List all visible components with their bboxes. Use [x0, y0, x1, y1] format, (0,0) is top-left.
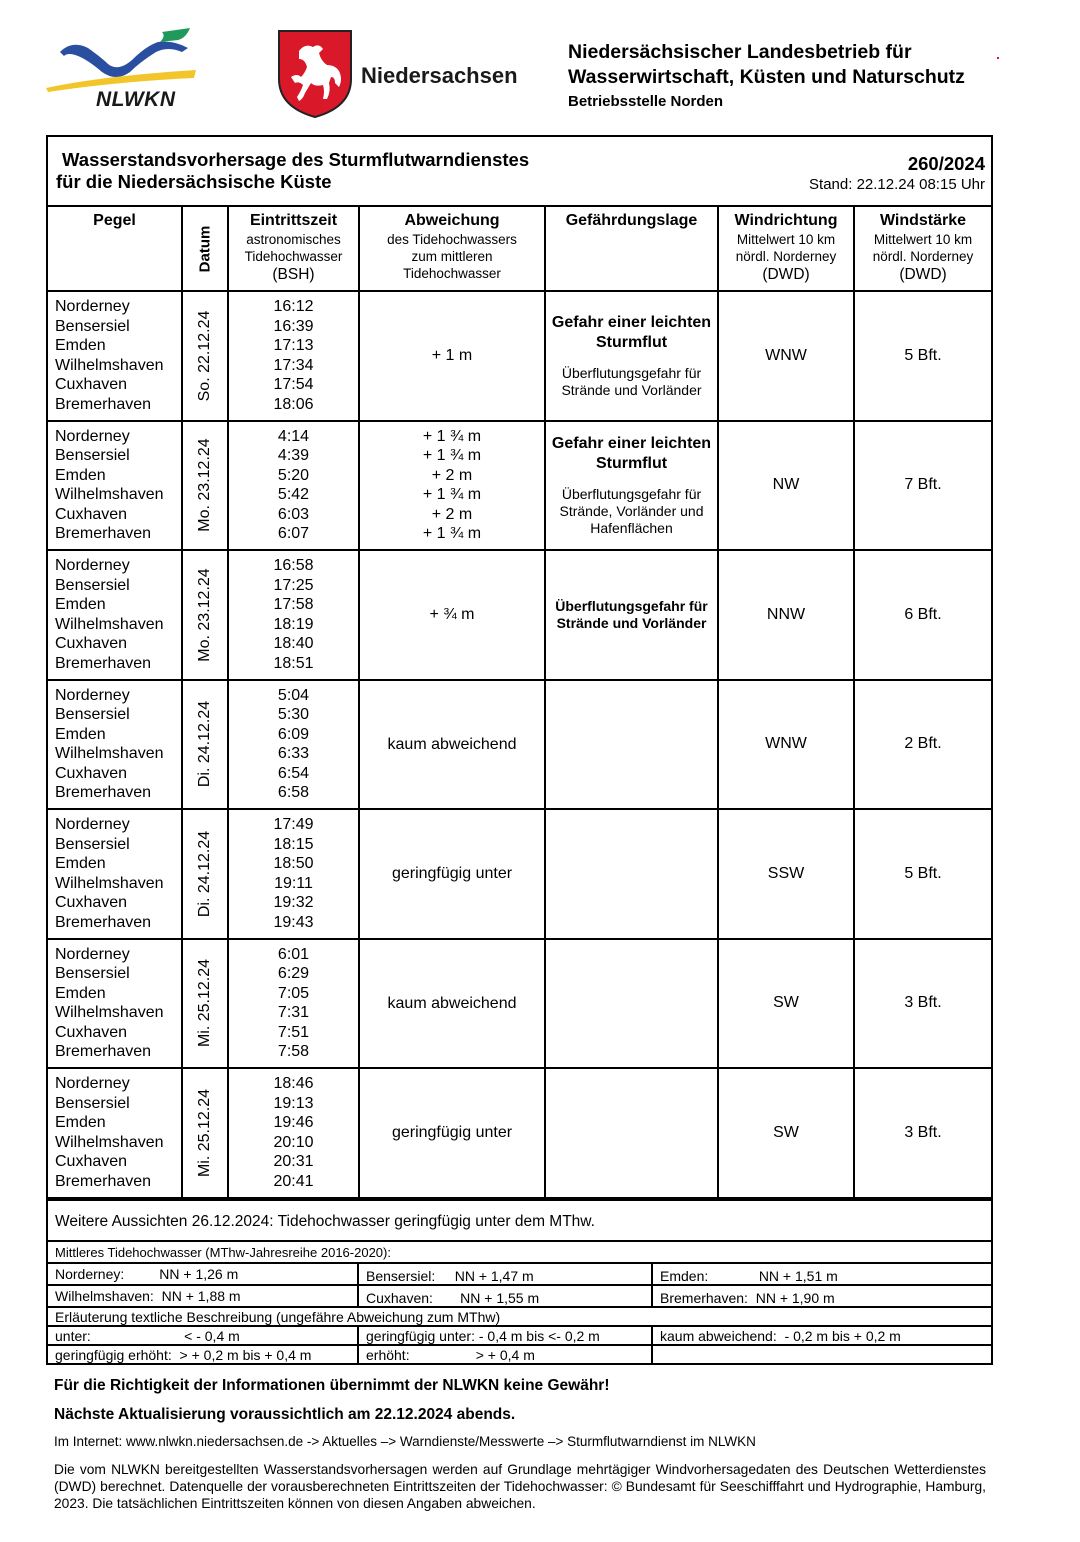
high-water-time: 5:30	[277, 706, 310, 724]
deviation-value: + 1 ¾ m	[422, 525, 482, 543]
station-list	[48, 291, 182, 421]
wind-direction: WNW	[718, 291, 854, 421]
deviation-value: geringfügig unter	[391, 1124, 513, 1141]
nlwkn-logo	[42, 26, 202, 114]
wind-force: 5 Bft.	[854, 291, 991, 421]
deviation-value: geringfügig unter	[391, 865, 513, 882]
high-water-time: 16:12	[273, 298, 314, 316]
high-water-time: 17:34	[273, 356, 314, 374]
high-water-time: 6:33	[277, 745, 310, 763]
station-name: Cuxhaven	[55, 505, 128, 523]
mthw-row	[48, 1262, 991, 1284]
station-list	[48, 421, 182, 551]
high-water-time: 18:46	[273, 1075, 314, 1093]
station-name: Bremerhaven	[55, 913, 152, 931]
mthw-title: Mittleres Tidehochwasser (MThw-Jahresreihe 2016-2020):	[48, 1240, 991, 1262]
station-list	[48, 939, 182, 1069]
high-water-time: 18:50	[273, 855, 314, 873]
station-name: Bremerhaven	[55, 784, 152, 802]
hazard-level	[545, 809, 718, 939]
forecast-row	[48, 291, 991, 421]
station-name: Emden	[55, 337, 106, 355]
high-water-time: 7:58	[277, 1043, 310, 1061]
wind-direction: NNW	[718, 550, 854, 680]
wind-force: 2 Bft.	[854, 680, 991, 810]
niedersachsen-logo	[277, 29, 537, 119]
col-header-windrichtung: Windrichtung Mittelwert 10 km nördl. Norderney (DWD)	[718, 207, 854, 291]
internet-link-text[interactable]: Im Internet: www.nlwkn.niedersachsen.de -> Aktuelles –> Warndienste/Messwerte –> Sturmflutwarndienst im NLWKN	[54, 1434, 756, 1449]
mthw-row	[48, 1284, 991, 1306]
high-water-time: 17:13	[273, 337, 314, 355]
station-name: Bremerhaven	[55, 395, 152, 413]
forecast-table	[48, 207, 991, 1199]
wind-force: 6 Bft.	[854, 550, 991, 680]
high-water-time: 7:05	[277, 984, 310, 1002]
forecast-row	[48, 939, 991, 1069]
station-name: Norderney	[55, 1075, 130, 1093]
station-list	[48, 809, 182, 939]
disclaimer-text: Für die Richtigkeit der Informationen übernimmt der NLWKN keine Gewähr!	[54, 1377, 610, 1394]
nlwkn-logo-text: NLWKN	[96, 88, 176, 111]
document-number: 260/2024	[907, 153, 985, 174]
station-name: Wilhelmshaven	[55, 356, 164, 374]
high-water-time: 17:58	[273, 596, 314, 614]
hazard-level	[545, 291, 718, 421]
station-name: Bensersiel	[55, 447, 130, 465]
hazard-heading: Gefahr einer leichten Sturmflut	[551, 434, 712, 472]
high-water-time: 19:32	[273, 894, 314, 912]
outlook-text: Weitere Aussichten 26.12.2024: Tidehochwasser geringfügig unter dem MThw.	[48, 1199, 991, 1240]
forecast-date: Mi. 25.12.24	[182, 939, 228, 1069]
document-title: Wasserstandsvorhersage des Sturmflutwarndienstes für die Niedersächsische Küste	[56, 149, 530, 192]
station-name: Emden	[55, 1114, 106, 1132]
station-name: Cuxhaven	[55, 894, 128, 912]
org-name-line2: Wasserwirtschaft, Küsten und Naturschutz	[568, 66, 965, 88]
station-name: Wilhelmshaven	[55, 1133, 164, 1151]
station-name: Bremerhaven	[55, 1172, 152, 1190]
station-name: Wilhelmshaven	[55, 874, 164, 892]
mthw-cell: Bremerhaven: NN + 1,90 m	[660, 1289, 835, 1306]
wind-direction: SSW	[718, 809, 854, 939]
station-name: Norderney	[55, 557, 130, 575]
deviation	[359, 421, 545, 551]
station-name: Cuxhaven	[55, 764, 128, 782]
explanation-cell: geringfügig unter: - 0,4 m bis <- 0,2 m	[359, 1327, 653, 1344]
col-header-pegel: Pegel	[48, 207, 182, 291]
org-branch: Betriebsstelle Norden	[568, 93, 724, 110]
hazard-description: Überflutungsgefahr für Strände, Vorländer und Hafenflächen	[559, 485, 704, 536]
high-water-times	[228, 939, 359, 1069]
organisation-block	[568, 40, 1008, 110]
high-water-time: 18:19	[273, 615, 314, 633]
deviation	[359, 291, 545, 421]
high-water-times	[228, 550, 359, 680]
forecast-date: Mo. 23.12.24	[182, 550, 228, 680]
high-water-times	[228, 291, 359, 421]
high-water-time: 18:06	[273, 395, 314, 413]
station-name: Bremerhaven	[55, 1043, 152, 1061]
hazard-level	[545, 550, 718, 680]
forecast-date: Di. 24.12.24	[182, 680, 228, 810]
nlwkn-wave-icon	[42, 26, 202, 96]
hazard-level	[545, 680, 718, 810]
forecast-date: Mi. 25.12.24	[182, 1068, 228, 1198]
high-water-time: 16:58	[273, 557, 314, 575]
deviation	[359, 1068, 545, 1198]
station-list	[48, 550, 182, 680]
high-water-time: 18:40	[273, 635, 314, 653]
station-list	[48, 1068, 182, 1198]
deviation-value: + 1 m	[431, 347, 473, 364]
forecast-date: Mo. 23.12.24	[182, 421, 228, 551]
station-name: Norderney	[55, 816, 130, 834]
high-water-time: 4:14	[277, 427, 310, 445]
explanation-cell: erhöht: > + 0,4 m	[359, 1346, 653, 1363]
high-water-time: 6:03	[277, 505, 310, 523]
high-water-times	[228, 809, 359, 939]
explanation-title: Erläuterung textliche Beschreibung (ungefähre Abweichung zum MThw)	[48, 1306, 991, 1325]
deviation-value: + 2 m	[431, 505, 473, 523]
high-water-time: 17:54	[273, 376, 314, 394]
high-water-time: 7:51	[277, 1023, 310, 1041]
hazard-level	[545, 1068, 718, 1198]
high-water-time: 6:09	[277, 725, 310, 743]
explanation-row	[48, 1325, 991, 1344]
hazard-description: Überflutungsgefahr für Strände und Vorländer	[555, 597, 708, 631]
station-name: Bremerhaven	[55, 654, 152, 672]
high-water-time: 19:11	[274, 874, 313, 892]
high-water-time: 17:49	[273, 816, 314, 834]
red-dot-mark	[997, 57, 999, 59]
station-name: Norderney	[55, 298, 130, 316]
wind-direction: SW	[718, 939, 854, 1069]
wind-force: 3 Bft.	[854, 1068, 991, 1198]
hazard-level	[545, 421, 718, 551]
high-water-time: 5:42	[277, 486, 310, 504]
high-water-time: 20:10	[273, 1133, 314, 1151]
station-name: Bensersiel	[55, 317, 130, 335]
station-name: Wilhelmshaven	[55, 486, 164, 504]
high-water-time: 17:25	[273, 576, 314, 594]
station-name: Wilhelmshaven	[55, 1004, 164, 1022]
col-header-datum: Datum	[182, 207, 228, 291]
explanation-cell: geringfügig erhöht: > + 0,2 m bis + 0,4 m	[48, 1346, 359, 1363]
explanation-cell: unter: < - 0,4 m	[48, 1327, 359, 1344]
high-water-time: 16:39	[273, 317, 314, 335]
deviation-value: kaum abweichend	[387, 735, 517, 753]
high-water-time: 6:29	[277, 965, 310, 983]
hazard-level	[545, 939, 718, 1069]
source-note: Die vom NLWKN bereitgestellten Wasserstandsvorhersagen werden auf Grundlage mehrtägiger Windvorhersagedaten des Deutschen Wetterdienstes (DWD) berechnet. Datenquelle der vorausberechneten Eintrittszeiten der Tidehochwasser: © Bundesamt für Seeschifffahrt und Hydrographie, Hamburg, 2023. Die tatsächlichen Eintrittszeiten können von diesen Angaben abweichen.	[54, 1462, 986, 1511]
hazard-description: Überflutungsgefahr für Strände und Vorländer	[561, 364, 702, 398]
high-water-time: 6:54	[277, 764, 310, 782]
forecast-document	[46, 135, 993, 1365]
forecast-row	[48, 421, 991, 551]
forecast-table-body	[48, 291, 991, 1198]
forecast-date: Di. 24.12.24	[182, 809, 228, 939]
document-timestamp: Stand: 22.12.24 08:15 Uhr	[809, 176, 985, 193]
station-name: Norderney	[55, 427, 130, 445]
forecast-row	[48, 680, 991, 810]
forecast-date: So. 22.12.24	[182, 291, 228, 421]
station-name: Cuxhaven	[55, 635, 128, 653]
high-water-times	[228, 1068, 359, 1198]
deviation	[359, 809, 545, 939]
hazard-heading: Gefahr einer leichten Sturmflut	[551, 313, 712, 351]
high-water-time: 19:46	[273, 1114, 314, 1132]
high-water-time: 5:04	[277, 686, 310, 704]
mthw-cell: Cuxhaven: NN + 1,55 m	[359, 1286, 653, 1306]
document-title-row	[48, 137, 991, 207]
station-name: Norderney	[55, 686, 130, 704]
station-name: Emden	[55, 984, 106, 1002]
station-name: Norderney	[55, 945, 130, 963]
deviation	[359, 680, 545, 810]
high-water-time: 6:01	[277, 945, 310, 963]
wind-direction: SW	[718, 1068, 854, 1198]
high-water-time: 20:41	[273, 1172, 314, 1190]
station-name: Wilhelmshaven	[55, 745, 164, 763]
wind-direction: NW	[718, 421, 854, 551]
station-name: Bensersiel	[55, 965, 130, 983]
high-water-time: 7:31	[277, 1004, 310, 1022]
high-water-time: 19:43	[273, 913, 314, 931]
station-name: Bensersiel	[55, 1094, 130, 1112]
niedersachsen-logo-text: Niedersachsen	[361, 63, 518, 88]
high-water-time: 6:07	[277, 525, 310, 543]
station-name: Cuxhaven	[55, 1023, 128, 1041]
wind-direction: WNW	[718, 680, 854, 810]
mthw-cell: Bensersiel: NN + 1,47 m	[359, 1264, 653, 1284]
col-header-eintrittszeit: Eintrittszeit astronomisches Tidehochwasser (BSH)	[228, 207, 359, 291]
deviation-value: + 1 ¾ m	[422, 486, 482, 504]
deviation	[359, 939, 545, 1069]
col-header-gefaehrdungslage: Gefährdungslage	[545, 207, 718, 291]
deviation-value: + ¾ m	[429, 606, 475, 623]
wind-force: 5 Bft.	[854, 809, 991, 939]
station-name: Emden	[55, 855, 106, 873]
deviation-value: kaum abweichend	[387, 994, 517, 1012]
station-name: Bremerhaven	[55, 525, 152, 543]
station-name: Bensersiel	[55, 706, 130, 724]
col-header-windstaerke: Windstärke Mittelwert 10 km nördl. Norderney (DWD)	[854, 207, 991, 291]
horse-shield-icon	[277, 29, 353, 119]
table-header-row	[48, 207, 991, 291]
high-water-time: 6:58	[277, 784, 310, 802]
forecast-row	[48, 809, 991, 939]
wind-force: 3 Bft.	[854, 939, 991, 1069]
high-water-time: 20:31	[273, 1153, 314, 1171]
high-water-time: 18:51	[273, 654, 314, 672]
wind-force: 7 Bft.	[854, 421, 991, 551]
mthw-cell: Wilhelmshaven: NN + 1,88 m	[48, 1286, 359, 1306]
explanation-cell	[653, 1346, 991, 1363]
station-name: Emden	[55, 596, 106, 614]
station-list	[48, 680, 182, 810]
station-name: Emden	[55, 466, 106, 484]
mthw-cell: Norderney: NN + 1,26 m	[48, 1264, 359, 1284]
next-update-text: Nächste Aktualisierung voraussichtlich am 22.12.2024 abends.	[54, 1406, 516, 1423]
deviation-value: + 1 ¾ m	[422, 447, 482, 465]
org-name-line1: Niedersächsischer Landesbetrieb für	[568, 41, 912, 63]
explanation-cell: kaum abweichend: - 0,2 m bis + 0,2 m	[660, 1327, 901, 1344]
station-name: Bensersiel	[55, 835, 130, 853]
explanation-row	[48, 1344, 991, 1363]
deviation-value: + 2 m	[431, 466, 473, 484]
high-water-time: 19:13	[273, 1094, 314, 1112]
high-water-time: 18:15	[273, 835, 314, 853]
forecast-row	[48, 1068, 991, 1198]
high-water-times	[228, 421, 359, 551]
station-name: Wilhelmshaven	[55, 615, 164, 633]
station-name: Cuxhaven	[55, 376, 128, 394]
station-name: Bensersiel	[55, 576, 130, 594]
station-name: Cuxhaven	[55, 1153, 128, 1171]
deviation-value: + 1 ¾ m	[422, 427, 482, 445]
forecast-row	[48, 550, 991, 680]
col-header-abweichung: Abweichung des Tidehochwassers zum mittleren Tidehochwasser	[359, 207, 545, 291]
high-water-time: 4:39	[277, 447, 310, 465]
mthw-cell: Emden: NN + 1,51 m	[660, 1267, 838, 1284]
station-name: Emden	[55, 725, 106, 743]
high-water-times	[228, 680, 359, 810]
deviation	[359, 550, 545, 680]
high-water-time: 5:20	[277, 466, 310, 484]
